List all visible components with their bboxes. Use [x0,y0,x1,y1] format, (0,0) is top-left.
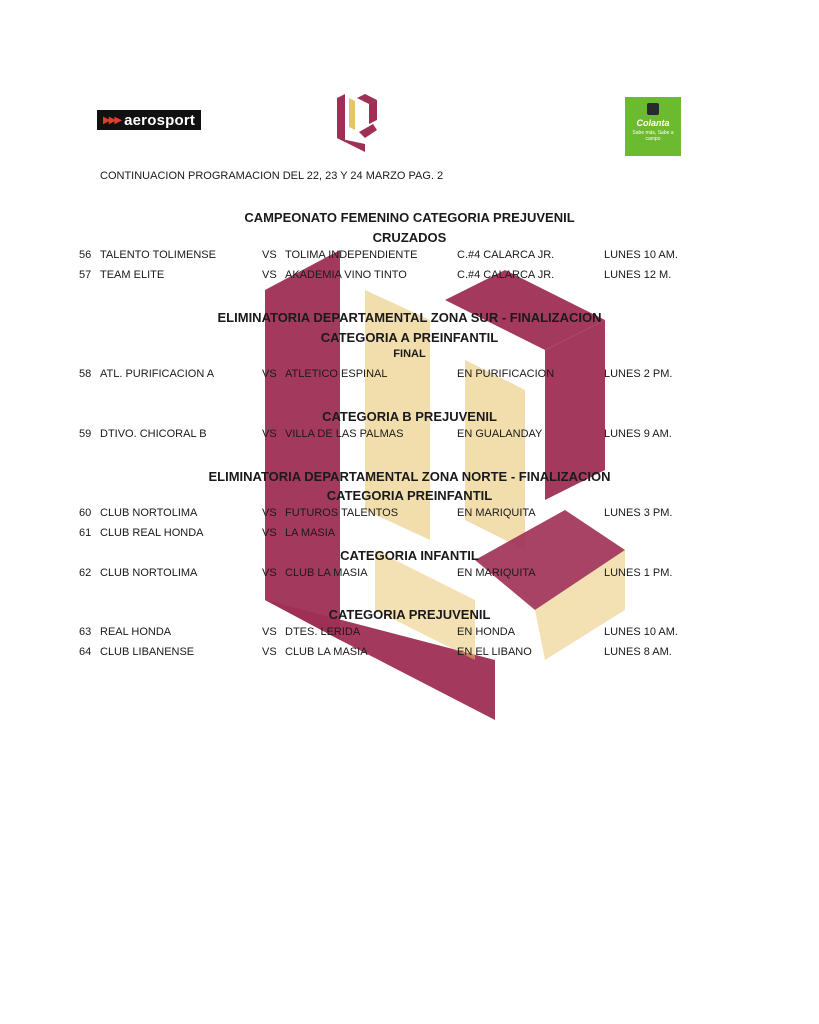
fast-forward-icon: ▶▶▶ [103,114,121,126]
match-row [0,626,819,642]
section-title: ELIMINATORIA DEPARTAMENTAL ZONA SUR - FINALIZACION [217,310,602,325]
home-team: TALENTO TOLIMENSE [100,249,216,261]
section-title: CAMPEONATO FEMENINO CATEGORIA PREJUVENIL [244,210,575,225]
away-team: AKADEMIA VINO TINTO [285,269,407,281]
venue: C.#4 CALARCA JR. [457,269,555,281]
vs-label: VS [262,428,277,440]
section-subtitle: CATEGORIA INFANTIL [340,548,479,563]
match-row [0,269,819,285]
match-number: 58 [79,368,92,380]
section-round: FINAL [393,348,426,360]
venue: EN MARIQUITA [457,507,536,519]
match-number: 62 [79,567,92,579]
colanta-logo [625,97,681,156]
vs-label: VS [262,269,277,281]
match-row [0,249,819,265]
match-time: LUNES 1 PM. [604,567,673,579]
match-number: 59 [79,428,92,440]
lfl-logo [335,92,379,154]
section-subtitle: CATEGORIA A PREINFANTIL [320,330,499,345]
colanta-logo-text: Colanta [636,118,670,128]
page-header: CONTINUACION PROGRAMACION DEL 22, 23 Y 24 MARZO PAG. 2 [100,170,444,182]
match-number: 60 [79,507,92,519]
match-time: LUNES 2 PM. [604,368,673,380]
section-subtitle: CATEGORIA B PREJUVENIL [322,409,497,424]
aerosport-logo [97,110,201,130]
home-team: CLUB REAL HONDA [100,527,204,539]
aerosport-logo-text: aerosport [124,111,196,129]
away-team: VILLA DE LAS PALMAS [285,428,404,440]
home-team: CLUB LIBANENSE [100,646,195,658]
venue: EN MARIQUITA [457,567,536,579]
match-row [0,368,819,384]
away-team: CLUB LA MASIA [285,646,368,658]
vs-label: VS [262,646,277,658]
venue: EN PURIFICACION [457,368,555,380]
venue: EN HONDA [457,626,516,638]
match-time: LUNES 12 M. [604,269,672,281]
match-row [0,567,819,583]
home-team: TEAM ELITE [100,269,165,281]
home-team: CLUB NORTOLIMA [100,567,198,579]
section-subtitle: CATEGORIA PREJUVENIL [328,607,491,622]
home-team: CLUB NORTOLIMA [100,507,198,519]
section-subtitle: CRUZADOS [372,230,447,245]
match-time: LUNES 8 AM. [604,646,672,658]
colanta-tagline: Sabe más, Sabe a campo [632,130,674,142]
venue: EN EL LIBANO [457,646,532,658]
vs-label: VS [262,567,277,579]
vs-label: VS [262,368,277,380]
match-row [0,646,819,662]
home-team: REAL HONDA [100,626,172,638]
match-number: 57 [79,269,92,281]
venue: C.#4 CALARCA JR. [457,249,555,261]
match-time: LUNES 10 AM. [604,626,678,638]
away-team: ATLETICO ESPINAL [285,368,388,380]
match-number: 61 [79,527,92,539]
section-subtitle: CATEGORIA PREINFANTIL [326,488,493,503]
home-team: DTIVO. CHICORAL B [100,428,207,440]
venue: EN GUALANDAY [457,428,543,440]
vs-label: VS [262,626,277,638]
match-time: LUNES 3 PM. [604,507,673,519]
match-number: 56 [79,249,92,261]
match-number: 63 [79,626,92,638]
section-title: ELIMINATORIA DEPARTAMENTAL ZONA NORTE - FINALIZACION [208,469,611,484]
home-team: ATL. PURIFICACION A [100,368,215,380]
match-row [0,507,819,523]
match-time: LUNES 10 AM. [604,249,678,261]
away-team: TOLIMA INDEPENDIENTE [285,249,418,261]
vs-label: VS [262,507,277,519]
away-team: CLUB LA MASIA [285,567,368,579]
away-team: FUTUROS TALENTOS [285,507,399,519]
match-number: 64 [79,646,92,658]
match-time: LUNES 9 AM. [604,428,672,440]
vs-label: VS [262,249,277,261]
match-row [0,527,819,543]
away-team: LA MASIA [285,527,336,539]
match-row [0,428,819,444]
vs-label: VS [262,527,277,539]
cow-icon [647,103,659,115]
away-team: DTES. LERIDA [285,626,361,638]
